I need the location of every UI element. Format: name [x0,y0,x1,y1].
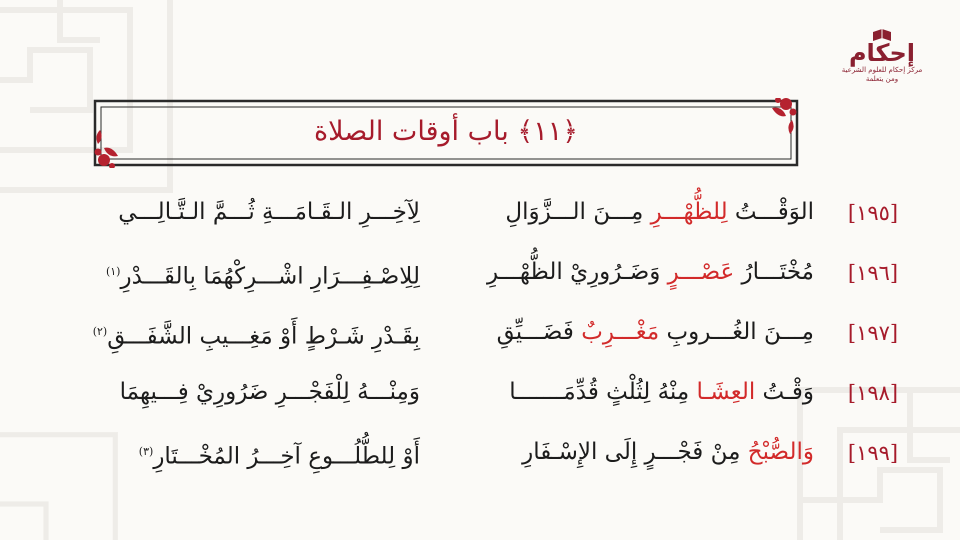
verse-number: [١٩٨] [847,381,899,405]
verse-number: [١٩٩] [847,441,899,465]
verse-text: بِقَـدْرِ شَـرْطٍ أَوْ مَغِـــيبِ الشَّفَـــقِ [107,323,420,350]
verse-text: مُخْتَـــارُ [734,259,814,285]
highlighted-term: لِلظُّهْـــرِ [650,199,728,225]
verse-text: الوَقْـــتُ [727,199,814,225]
verse-text: وَضَـرُورِيْ الظُّهْـــرِ [486,259,668,285]
first-hemistich [509,372,814,412]
highlighted-term: مَغْـــرِبٌ [581,319,660,345]
verse-row [78,248,914,300]
verse-text: لِآخِـــرِ الـقَـامَـــةِ ثُـــمَّ الـتَّـالِـــي [118,199,420,225]
chapter-title [92,114,800,150]
verse-text: لِلِاصْـفِـــرَارِ اشْـــرِكْهُمَا بِالقَـــدْرِ [120,263,420,290]
footnote-marker: (٢) [92,325,108,338]
verse-row [78,428,914,480]
footnote-marker: (٣) [138,445,154,458]
verse-number: [١٩٥] [847,201,899,225]
verse-row [78,308,914,360]
verse-text: مِـــنَ الـــزَّوَالِ [505,199,651,225]
verse-text: مِـــنَ الغُـــروبِ [659,319,814,345]
chapter-title-frame [92,98,800,168]
chapter-heading: باب أوقات الصلاة [313,116,509,147]
verse-number: [١٩٦] [847,261,899,285]
verse-text: مِنْ فَجْـــرٍ إِلَى الإِسْـفَارِ [522,439,748,465]
verse-text: مِنْهُ لِثُلْثٍ قُدِّمَـــــــا [509,379,697,405]
logo-title: إحكام [848,39,916,67]
second-hemistich [78,372,420,412]
verse-text: أَوْ لِلطُّلُـــوعِ آخِـــرُ المُخْـــتَارِ [153,443,420,470]
second-hemistich [78,312,420,357]
highlighted-term: وَالصُّبْحُ [747,439,814,465]
first-hemistich [486,252,814,292]
highlighted-term: عَصْـــرٍ [667,259,735,285]
second-hemistich [78,192,420,232]
verse-number: [١٩٧] [847,321,899,345]
footnote-marker: (١) [105,265,121,278]
second-hemistich [78,252,420,297]
chapter-number: ﴿١١﴾ [517,116,579,147]
highlighted-term: العِشَـا [696,379,756,405]
verse-row [78,188,914,240]
first-hemistich [505,192,814,232]
verse-text: فَضَـــيِّقِ [496,319,582,345]
verses-list [78,188,914,488]
logo-subtitle: مركز إحكام للعلوم الشرعية [841,66,923,74]
first-hemistich [496,312,814,352]
first-hemistich [514,432,814,472]
logo-tagline: ومن يتعلمة [865,75,899,83]
verse-text: وَقْـتُ [755,379,814,405]
logo [840,28,924,108]
second-hemistich [78,432,420,477]
verse-row [78,368,914,420]
verse-text: وَمِنْـــهُ لِلْفَجْـــرِ ضَرُورِيْ فِـــيهِمَا [119,379,420,405]
